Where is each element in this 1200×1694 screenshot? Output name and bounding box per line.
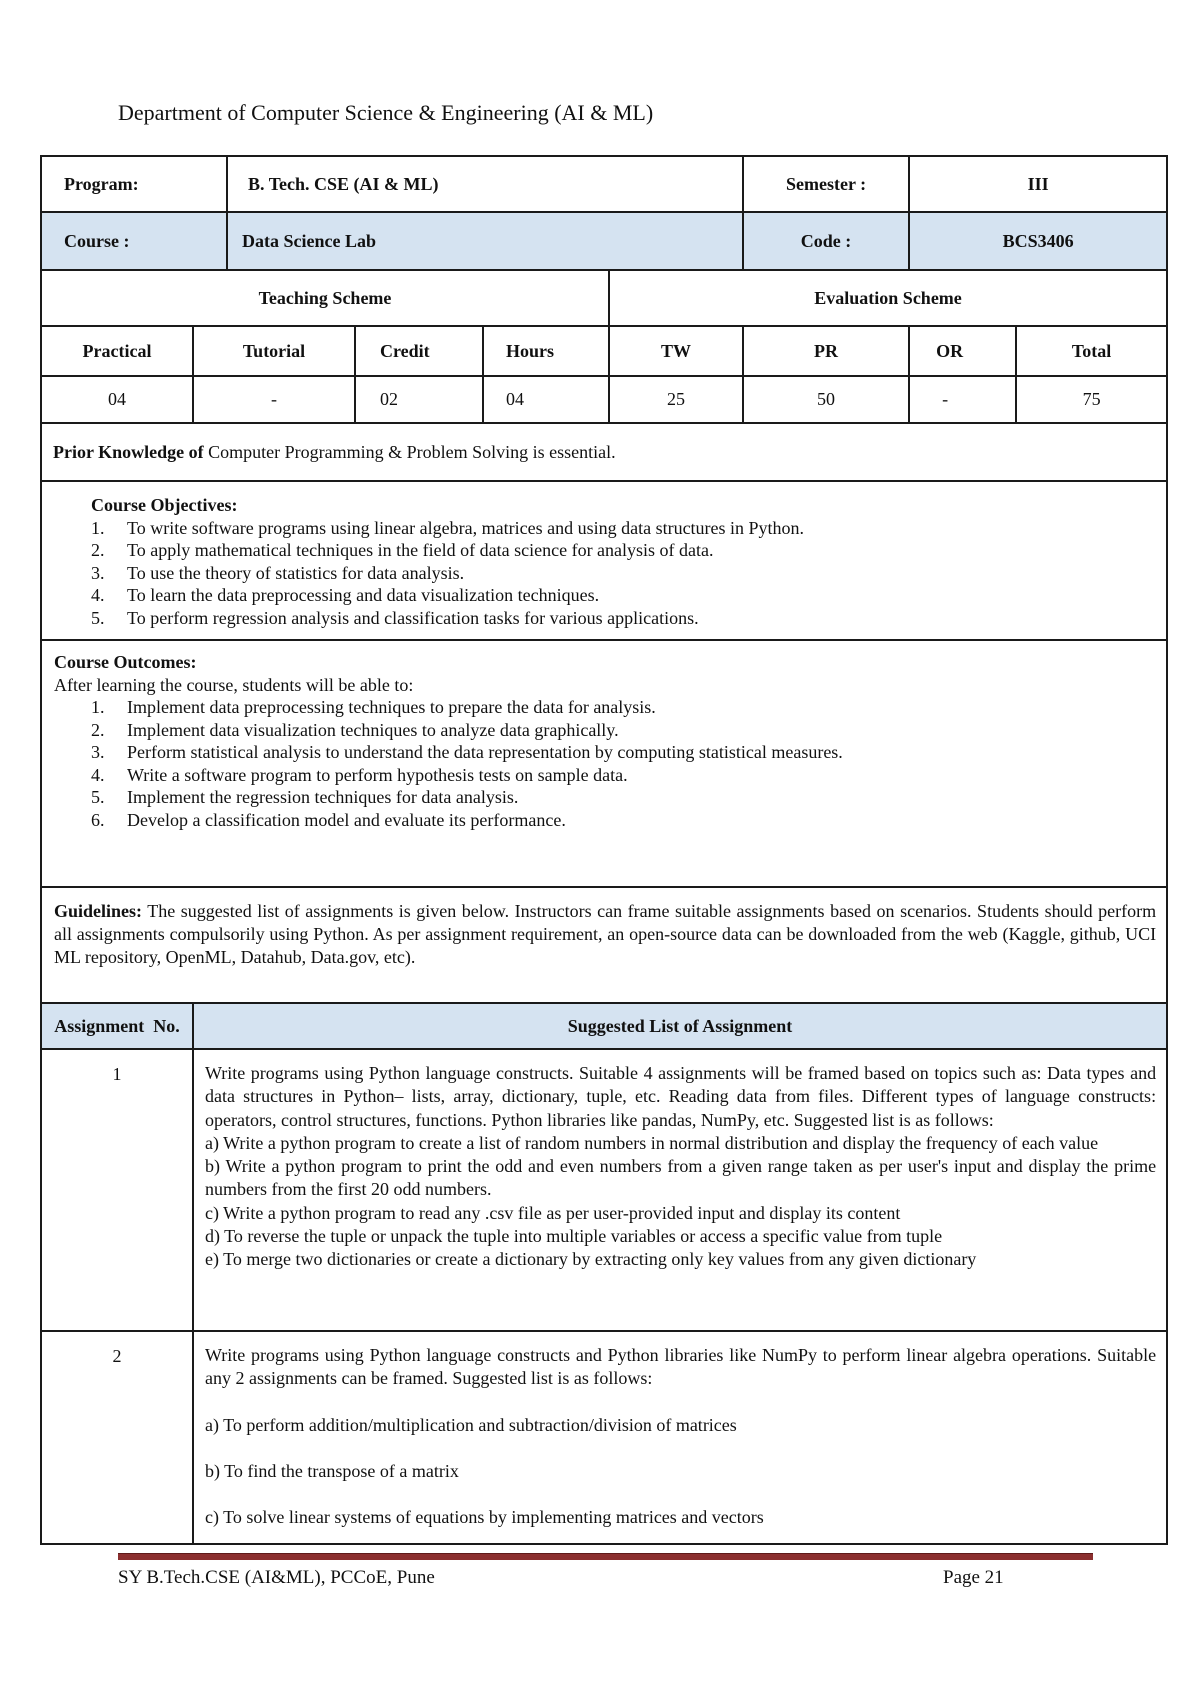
scheme-header-credit: Credit: [355, 326, 483, 376]
outcomes-list: [54, 696, 1156, 831]
list-item: 1. To write software programs using linear algebra, matrices and using data structures in Python.: [91, 517, 805, 538]
program-value: B. Tech. CSE (AI & ML): [227, 156, 743, 212]
course-value: Data Science Lab: [227, 212, 743, 270]
code-label: Code :: [743, 212, 909, 270]
scheme-value-total: 75: [1016, 376, 1167, 423]
scheme-value-tutorial: -: [193, 376, 355, 423]
list-item: 1. Implement data preprocessing techniques to prepare the data for analysis.: [91, 697, 656, 717]
semester-label: Semester :: [743, 156, 909, 212]
scheme-value-or: -: [909, 376, 1016, 423]
assignment-2-intro: Write programs using Python language constructs and Python libraries like NumPy to perform linear algebra operations. Suitable any 2 assignments can be framed. Suggested list is as follows:: [205, 1345, 1157, 1389]
teaching-scheme-title: Teaching Scheme: [41, 270, 609, 326]
list-item: 4. To learn the data preprocessing and data visualization techniques.: [91, 585, 600, 605]
list-item: 2. To apply mathematical techniques in the field of data science for analysis of data.: [91, 540, 714, 560]
list-item: 2. Implement data visualization techniques to analyze data graphically.: [91, 719, 619, 740]
assignment-no-header: Assignment No.: [41, 1003, 193, 1049]
scheme-header-hours: Hours: [483, 326, 609, 376]
list-item: 3. To use the theory of statistics for data analysis.: [91, 562, 465, 583]
course-outcomes: [41, 640, 1167, 887]
assignment-number-2: 2: [41, 1331, 193, 1544]
footer-divider: [118, 1553, 1093, 1560]
list-item: 5. Implement the regression techniques for data analysis.: [91, 787, 519, 807]
assignment-content-2: [193, 1331, 1167, 1544]
objectives-list: [91, 517, 1156, 630]
evaluation-scheme-title: Evaluation Scheme: [609, 270, 1167, 326]
semester-value: III: [909, 156, 1167, 212]
scheme-header-or: OR: [909, 326, 1016, 376]
assignment-1-intro: Write programs using Python language constructs. Suitable 4 assignments will be framed based on topics such as: Data types and data structures in Python– lists, array, dictionary, tuple, etc. Reading data from files. Different types of language constructs: operators, control structures, functions. Python libraries like pandas, NumPy, etc. Suggested list is as follows:: [205, 1063, 1157, 1130]
code-value: BCS3406: [909, 212, 1167, 270]
list-item: 6. Develop a classification model and evaluate its performance.: [91, 809, 566, 830]
course-table: [40, 155, 1168, 1545]
program-label: Program:: [41, 156, 227, 212]
assignment-list-header: Suggested List of Assignment: [193, 1003, 1167, 1049]
prior-knowledge-label: Prior Knowledge of: [53, 441, 204, 462]
page-number: Page 21: [943, 1567, 1004, 1588]
list-item: 5. To perform regression analysis and classification tasks for various applications.: [91, 607, 699, 628]
list-item: c) To solve linear systems of equations by implementing matrices and vectors: [205, 1507, 764, 1528]
assignment-number-1: 1: [41, 1049, 193, 1331]
scheme-header-total: Total: [1016, 326, 1167, 376]
scheme-value-tw: 25: [609, 376, 743, 423]
footer-text: SY B.Tech.CSE (AI&ML), PCCoE, Pune: [118, 1567, 435, 1588]
scheme-header-tw: TW: [609, 326, 743, 376]
list-item: a) Write a python program to create a list of random numbers in normal distribution and display the frequency of each value: [205, 1132, 1099, 1153]
list-item: d) To reverse the tuple or unpack the tuple into multiple variables or access a specific value from tuple: [205, 1226, 943, 1247]
objectives-title: Course Objectives:: [91, 495, 238, 515]
outcomes-intro: After learning the course, students will be able to:: [54, 674, 414, 695]
list-item: c) Write a python program to read any .csv file as per user-provided input and display its content: [205, 1202, 901, 1223]
scheme-header-pr: PR: [743, 326, 909, 376]
guidelines: [41, 887, 1167, 1003]
prior-knowledge-text: Computer Programming & Problem Solving is essential.: [203, 441, 616, 462]
outcomes-title: Course Outcomes:: [54, 652, 197, 672]
department-header: Department of Computer Science & Engineering (AI & ML): [118, 100, 654, 125]
scheme-value-credit: 02: [355, 376, 483, 423]
guidelines-text: The suggested list of assignments is given below. Instructors can frame suitable assignments based on scenarios. Students should perform all assignments compulsorily using Python. As per assignment requirement, an open-source data can be downloaded from the web (Kaggle, github, UCI ML repository, OpenML, Datahub, Data.gov, etc).: [54, 901, 1157, 967]
scheme-value-hours: 04: [483, 376, 609, 423]
list-item: 4. Write a software program to perform hypothesis tests on sample data.: [91, 764, 628, 785]
list-item: a) To perform addition/multiplication and subtraction/division of matrices: [205, 1414, 737, 1435]
prior-knowledge: [41, 423, 1167, 481]
scheme-value-pr: 50: [743, 376, 909, 423]
course-objectives: [41, 481, 1167, 640]
scheme-value-practical: 04: [41, 376, 193, 423]
scheme-header-practical: Practical: [41, 326, 193, 376]
list-item: b) Write a python program to print the odd and even numbers from a given range taken as per user's input and display the prime numbers from the first 20 odd numbers.: [205, 1156, 1157, 1200]
list-item: e) To merge two dictionaries or create a dictionary by extracting only key values from any given dictionary: [205, 1249, 977, 1270]
list-item: 3. Perform statistical analysis to understand the data representation by computing statistical measures.: [91, 742, 843, 762]
scheme-header-tutorial: Tutorial: [193, 326, 355, 376]
guidelines-label: Guidelines:: [54, 901, 143, 921]
course-label: Course :: [41, 212, 227, 270]
list-item: b) To find the transpose of a matrix: [205, 1460, 459, 1481]
assignment-content-1: [193, 1049, 1167, 1331]
